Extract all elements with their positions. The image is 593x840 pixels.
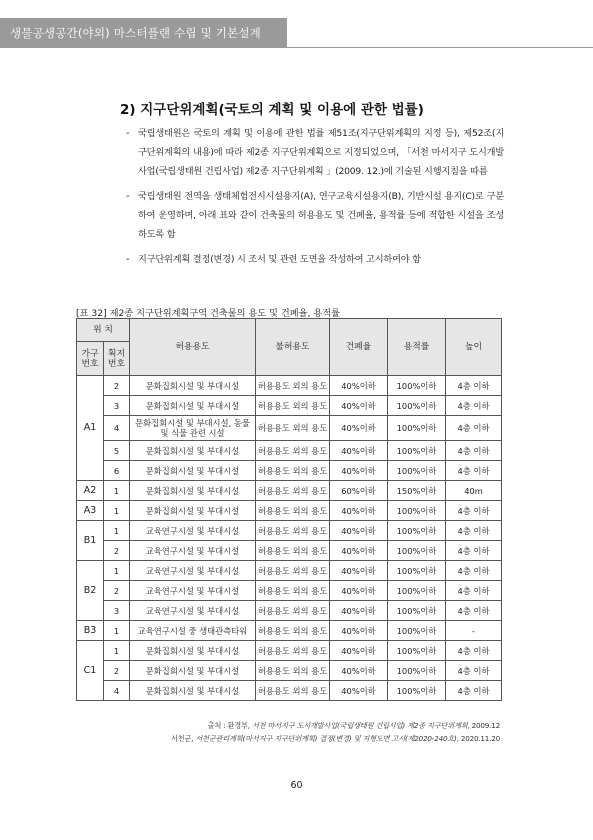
prohibited-cell: 허용용도 외의 용도 <box>256 561 330 581</box>
block-cell: B1 <box>77 521 104 561</box>
running-header-title: 생물공생공간(야외) 마스터플랜 수립 및 기본설계 <box>10 26 261 40</box>
far-cell: 100%이하 <box>388 501 446 521</box>
bullet-item <box>126 250 504 269</box>
permitted-cell: 문화집회시설 및 부대시설 <box>130 441 256 461</box>
land-use-table <box>76 318 502 701</box>
bullet-dash: - <box>126 254 130 265</box>
header-block-no: 가구 번호 <box>77 342 104 376</box>
bullet-item <box>126 187 504 244</box>
coverage-cell: 40%이하 <box>330 501 388 521</box>
bullet-list <box>126 124 504 275</box>
running-header <box>0 18 287 48</box>
prohibited-cell: 허용용도 외의 용도 <box>256 621 330 641</box>
table-caption: [표 32] 제2종 지구단위계획구역 건축물의 용도 및 건폐율, 용적률 <box>76 308 340 319</box>
header-location: 위 치 <box>77 319 130 342</box>
coverage-cell: 40%이하 <box>330 641 388 661</box>
lot-cell: 1 <box>104 641 130 661</box>
prohibited-cell: 허용용도 외의 용도 <box>256 521 330 541</box>
bullet-item <box>126 124 504 181</box>
table-row <box>77 581 502 601</box>
far-cell: 100%이하 <box>388 441 446 461</box>
coverage-cell: 40%이하 <box>330 376 388 396</box>
header-far: 용적률 <box>388 319 446 376</box>
prohibited-cell: 허용용도 외의 용도 <box>256 481 330 501</box>
lot-cell: 2 <box>104 376 130 396</box>
table-row <box>77 661 502 681</box>
lot-cell: 1 <box>104 561 130 581</box>
lot-cell: 2 <box>104 541 130 561</box>
height-cell: 4층 이하 <box>446 396 502 416</box>
coverage-cell: 40%이하 <box>330 441 388 461</box>
height-cell: 4층 이하 <box>446 681 502 701</box>
far-cell: 100%이하 <box>388 641 446 661</box>
coverage-cell: 40%이하 <box>330 561 388 581</box>
far-cell: 100%이하 <box>388 521 446 541</box>
prohibited-cell: 허용용도 외의 용도 <box>256 376 330 396</box>
permitted-cell: 문화집회시설 및 부대시설 <box>130 481 256 501</box>
far-cell: 100%이하 <box>388 376 446 396</box>
table-row <box>77 481 502 501</box>
block-cell: A3 <box>77 501 104 521</box>
permitted-cell: 문화집회시설 및 부대시설 <box>130 376 256 396</box>
permitted-cell: 문화집회시설 및 부대시설 <box>130 681 256 701</box>
coverage-cell: 40%이하 <box>330 416 388 441</box>
table-row <box>77 621 502 641</box>
height-cell: 4층 이하 <box>446 441 502 461</box>
prohibited-cell: 허용용도 외의 용도 <box>256 461 330 481</box>
source-line <box>60 719 500 732</box>
height-cell: 40m <box>446 481 502 501</box>
source-prefix: 출처 : 환경부, <box>207 721 252 730</box>
table-body <box>77 376 502 701</box>
table-row <box>77 396 502 416</box>
source-line <box>60 732 500 745</box>
table-row <box>77 521 502 541</box>
coverage-cell: 40%이하 <box>330 541 388 561</box>
prohibited-cell: 허용용도 외의 용도 <box>256 681 330 701</box>
height-cell: 4층 이하 <box>446 461 502 481</box>
coverage-cell: 40%이하 <box>330 461 388 481</box>
source-date: , 2020.11.20 <box>456 734 500 743</box>
source-date: , 2009.12 <box>467 721 500 730</box>
lot-cell: 6 <box>104 461 130 481</box>
height-cell: 4층 이하 <box>446 561 502 581</box>
table-row <box>77 641 502 661</box>
lot-cell: 2 <box>104 581 130 601</box>
header-height: 높이 <box>446 319 502 376</box>
bullet-text: 국립생태원 전역을 생태체험전시시설용지(A), 연구교육시설용지(B), 기반시설 용지(C)로 구분하여 운영하며, 아래 표와 같이 건축물의 허용용도 및 건폐율, 용적률 등에 적합한 시설을 조성하도록 함 <box>138 191 504 240</box>
permitted-cell: 교육연구시설 및 부대시설 <box>130 521 256 541</box>
height-cell: 4층 이하 <box>446 541 502 561</box>
height-cell: 4층 이하 <box>446 501 502 521</box>
permitted-cell: 문화집회시설 및 부대시설 <box>130 461 256 481</box>
lot-cell: 1 <box>104 621 130 641</box>
lot-cell: 5 <box>104 441 130 461</box>
permitted-cell: 교육연구시설 및 부대시설 <box>130 561 256 581</box>
height-cell: 4층 이하 <box>446 521 502 541</box>
bullet-dash: - <box>126 128 130 139</box>
bullet-text: 지구단위계획 결정(변경) 시 조서 및 관련 도면을 작성하여 고시하여야 함 <box>138 254 421 265</box>
far-cell: 100%이하 <box>388 681 446 701</box>
height-cell: 4층 이하 <box>446 376 502 396</box>
header-prohibited: 불허용도 <box>256 319 330 376</box>
table-row <box>77 681 502 701</box>
block-cell: B3 <box>77 621 104 641</box>
far-cell: 100%이하 <box>388 601 446 621</box>
prohibited-cell: 허용용도 외의 용도 <box>256 661 330 681</box>
far-cell: 100%이하 <box>388 561 446 581</box>
prohibited-cell: 허용용도 외의 용도 <box>256 441 330 461</box>
table-row <box>77 561 502 581</box>
height-cell: 4층 이하 <box>446 581 502 601</box>
coverage-cell: 40%이하 <box>330 396 388 416</box>
height-cell: 4층 이하 <box>446 641 502 661</box>
prohibited-cell: 허용용도 외의 용도 <box>256 396 330 416</box>
lot-cell: 4 <box>104 681 130 701</box>
prohibited-cell: 허용용도 외의 용도 <box>256 501 330 521</box>
coverage-cell: 40%이하 <box>330 601 388 621</box>
coverage-cell: 40%이하 <box>330 621 388 641</box>
lot-cell: 1 <box>104 501 130 521</box>
header-coverage: 건폐율 <box>330 319 388 376</box>
lot-cell: 1 <box>104 481 130 501</box>
header-permitted: 허용용도 <box>130 319 256 376</box>
lot-cell: 4 <box>104 416 130 441</box>
header-lot-no: 획지 번호 <box>104 342 130 376</box>
bullet-dash: - <box>126 191 130 202</box>
height-cell: - <box>446 621 502 641</box>
permitted-cell: 문화집회시설 및 부대시설, 동물 및 식물 관련 시설 <box>130 416 256 441</box>
far-cell: 100%이하 <box>388 581 446 601</box>
permitted-cell: 교육연구시설 및 부대시설 <box>130 581 256 601</box>
header-divider <box>287 47 593 48</box>
permitted-cell: 문화집회시설 및 부대시설 <box>130 661 256 681</box>
block-cell: A2 <box>77 481 104 501</box>
far-cell: 100%이하 <box>388 396 446 416</box>
permitted-cell: 교육연구시설 및 부대시설 <box>130 601 256 621</box>
lot-cell: 3 <box>104 601 130 621</box>
section-title: 2) 지구단위계획(국토의 계획 및 이용에 관한 법률) <box>120 102 424 118</box>
block-cell: B2 <box>77 561 104 621</box>
permitted-cell: 문화집회시설 및 부대시설 <box>130 641 256 661</box>
far-cell: 100%이하 <box>388 621 446 641</box>
coverage-cell: 40%이하 <box>330 581 388 601</box>
lot-cell: 2 <box>104 661 130 681</box>
source-title: 서천 마서지구 도시개발사업(국립생태원 건립사업) 제2종 지구단위계획 <box>251 721 468 730</box>
permitted-cell: 교육연구시설 중 생태관측타워 <box>130 621 256 641</box>
bullet-text: 국립생태원은 국토의 계획 및 이용에 관한 법률 제51조(지구단위계획의 지정 등), 제52조(지구단위계획의 내용)에 따라 제2종 지구단위계획으로 지정되었으며, 「서천 마서지구 도시개발사업(국립생태원 건립사업) 제2종 지구단위계획 」(2009. 12.)에 기술된 시행지침을 따름 <box>138 128 504 177</box>
coverage-cell: 40%이하 <box>330 661 388 681</box>
height-cell: 4층 이하 <box>446 601 502 621</box>
table-row <box>77 376 502 396</box>
source-note <box>60 719 500 745</box>
height-cell: 4층 이하 <box>446 661 502 681</box>
source-prefix: 서천군, <box>170 734 196 743</box>
table-row <box>77 441 502 461</box>
height-cell: 4층 이하 <box>446 416 502 441</box>
prohibited-cell: 허용용도 외의 용도 <box>256 541 330 561</box>
table-row <box>77 416 502 441</box>
permitted-cell: 문화집회시설 및 부대시설 <box>130 396 256 416</box>
permitted-cell: 문화집회시설 및 부대시설 <box>130 501 256 521</box>
far-cell: 150%이하 <box>388 481 446 501</box>
source-title: 서천군관리계획(마서지구 지구단위계획) 결정(변경) 및 지형도면 고시(제2020-240호) <box>195 734 457 743</box>
page-number: 60 <box>290 780 303 791</box>
table-row <box>77 461 502 481</box>
coverage-cell: 60%이하 <box>330 481 388 501</box>
far-cell: 100%이하 <box>388 541 446 561</box>
table-row <box>77 601 502 621</box>
prohibited-cell: 허용용도 외의 용도 <box>256 416 330 441</box>
far-cell: 100%이하 <box>388 661 446 681</box>
table-row <box>77 501 502 521</box>
prohibited-cell: 허용용도 외의 용도 <box>256 641 330 661</box>
block-cell: A1 <box>77 376 104 481</box>
prohibited-cell: 허용용도 외의 용도 <box>256 601 330 621</box>
lot-cell: 3 <box>104 396 130 416</box>
lot-cell: 1 <box>104 521 130 541</box>
block-cell: C1 <box>77 641 104 701</box>
table-header <box>77 319 502 376</box>
table-row <box>77 541 502 561</box>
permitted-cell: 교육연구시설 및 부대시설 <box>130 541 256 561</box>
far-cell: 100%이하 <box>388 461 446 481</box>
far-cell: 100%이하 <box>388 416 446 441</box>
prohibited-cell: 허용용도 외의 용도 <box>256 581 330 601</box>
coverage-cell: 40%이하 <box>330 521 388 541</box>
coverage-cell: 40%이하 <box>330 681 388 701</box>
